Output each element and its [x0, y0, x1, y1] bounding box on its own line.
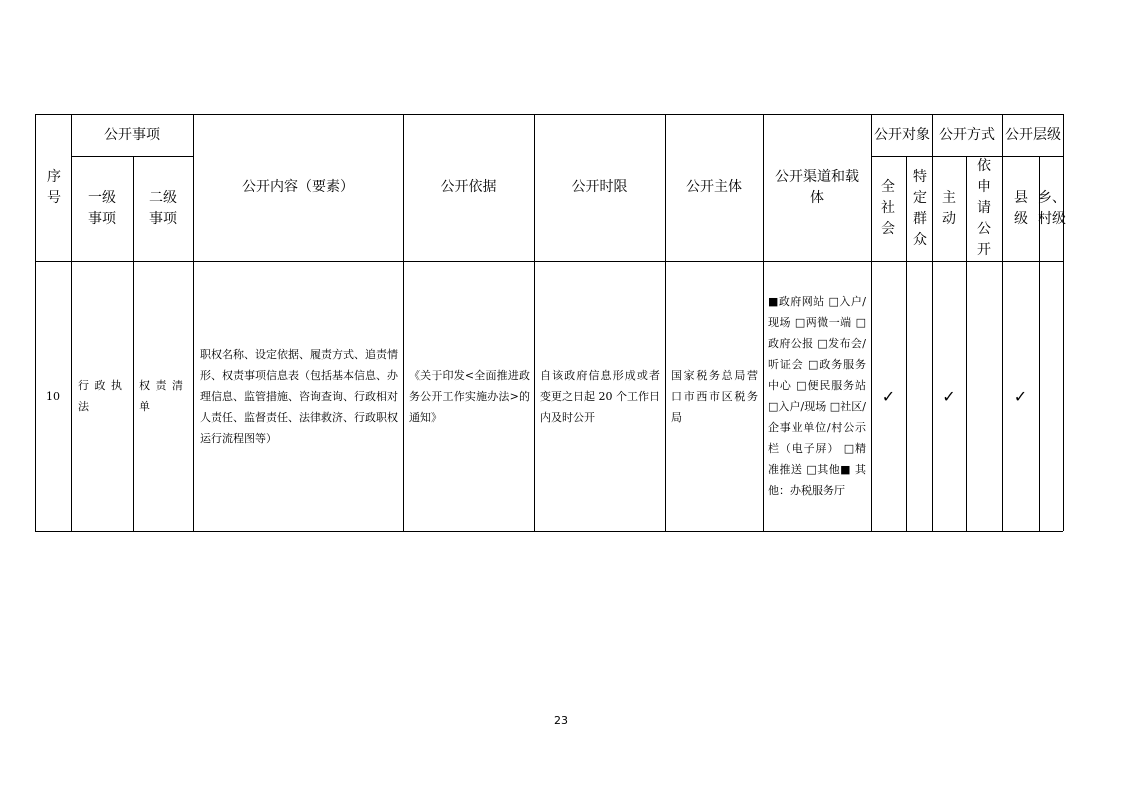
column-line [71, 114, 72, 531]
row-channel: ■政府网站 □入户/现场 □两微一端 □政府公报 □发布会/听证会 □政务服务中心 □便民服务站 □入户/现场 □社区/企事业单位/村公示栏（电子屏） □精准推送 □其他■ 其他：办税服务厅 [768, 295, 866, 497]
header-time-limit: 公开时限 [571, 179, 628, 195]
header-content: 公开内容（要素） [242, 179, 354, 195]
header-subject: 公开主体 [686, 179, 742, 195]
header-seq: 序号 [47, 168, 61, 206]
page-number: 23 [554, 713, 568, 727]
header-method-active: 主动 [942, 189, 956, 227]
table-border-bottom [35, 531, 1063, 532]
row-seq: 10 [46, 389, 60, 403]
check-mark-icon: ✓ [1013, 386, 1028, 406]
header-disclosure-item: 公开事项 [104, 126, 160, 143]
row-subject: 国家税务总局营口市西市区税务局 [671, 368, 758, 424]
check-audience-all [871, 261, 906, 531]
header-basis: 公开依据 [440, 179, 497, 195]
header-level-county: 县级 [1014, 189, 1028, 227]
header-level-township: 乡、村级 [1038, 189, 1066, 227]
check-mark-icon: ✓ [881, 386, 896, 406]
check-level-township [1039, 261, 1063, 531]
header-method-request: 依申请公开 [977, 158, 991, 258]
row-level1: 行政执法 [78, 379, 126, 413]
header-level: 公开层级 [1005, 126, 1061, 143]
check-method-request [966, 261, 1002, 531]
check-audience-specific [906, 261, 932, 531]
check-method-active [932, 261, 966, 531]
header-subrow-line [871, 156, 1063, 157]
header-level1: 一级事项 [88, 189, 116, 227]
row-content: 职权名称、设定依据、履责方式、追责情形、权责事项信息表（包括基本信息、办理信息、监管措施、咨询查询、行政相对人责任、监督责任、法律救济、行政职权运行流程图等） [200, 347, 398, 445]
header-audience: 公开对象 [874, 126, 930, 143]
column-line [763, 114, 764, 531]
column-line [133, 156, 134, 531]
row-time-limit: 自该政府信息形成或者变更之日起 20 个工作日内及时公开 [540, 368, 660, 424]
header-audience-specific: 特定群众 [913, 168, 927, 248]
row-level2: 权责清单 [139, 379, 187, 413]
check-mark-icon: ✓ [942, 386, 956, 406]
header-method: 公开方式 [939, 126, 995, 143]
check-level-county [1002, 261, 1039, 531]
row-basis: 《关于印发<全面推进政务公开工作实施办法>的通知》 [409, 368, 530, 424]
header-level2: 二级事项 [149, 189, 177, 227]
header-channel: 公开渠道和载体 [775, 168, 859, 206]
table-border-right [1063, 114, 1064, 531]
header-audience-all: 全社会 [881, 179, 895, 237]
